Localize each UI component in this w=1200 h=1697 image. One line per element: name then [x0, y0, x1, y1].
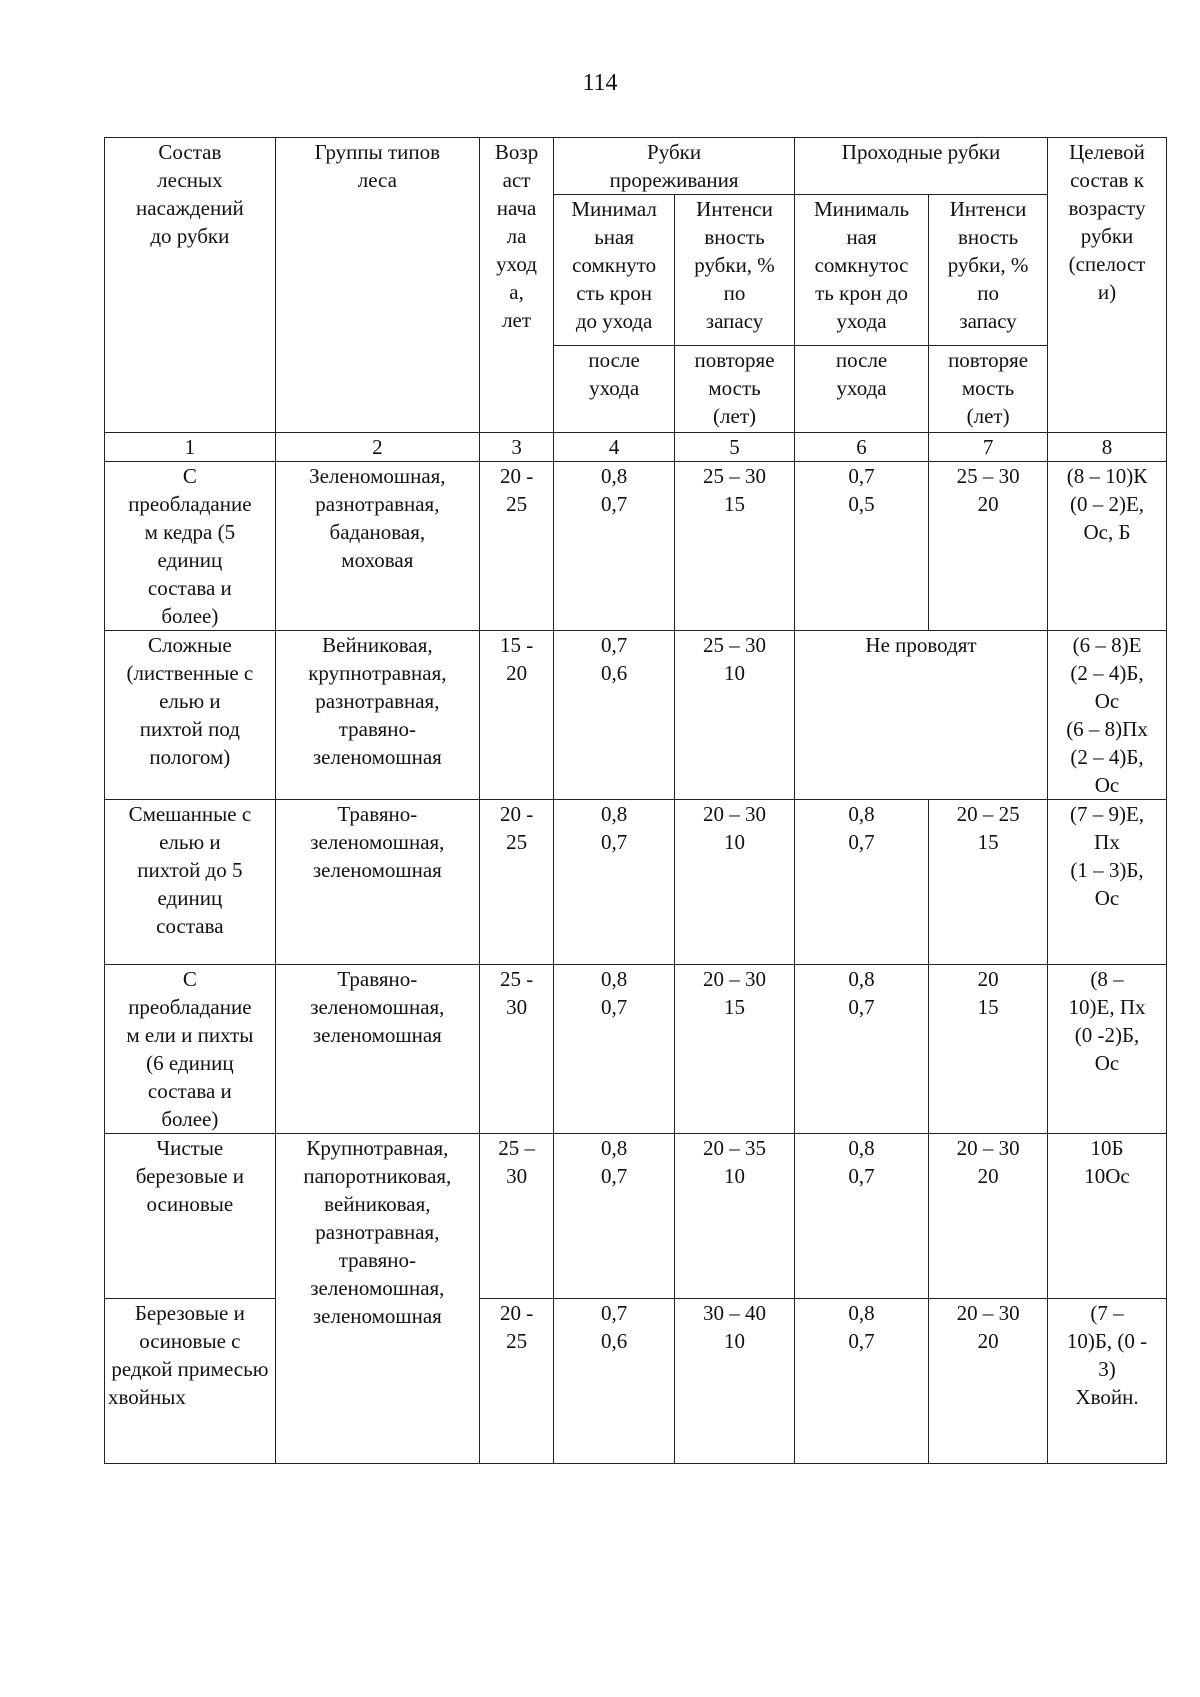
- cell-target-composition: (7 – 9)Е, Пх (1 – 3)Б, Ос: [1048, 800, 1167, 965]
- cell-target-composition: (8 – 10)Е, Пх (0 -2)Б, Ос: [1048, 965, 1167, 1134]
- forest-thinning-table: [104, 137, 1167, 1464]
- cell-target-composition: (7 – 10)Б, (0 - 3) Хвойн.: [1048, 1299, 1167, 1464]
- cell-passage-intensity: 20 – 30 20: [929, 1134, 1048, 1299]
- header-cut-intensity: Интенси вность рубки, % по запасу: [675, 195, 795, 346]
- cell-passage-intensity: 20 – 25 15: [929, 800, 1048, 965]
- cell-age: 20 - 25: [479, 462, 553, 631]
- table-row: [105, 1134, 1167, 1299]
- cell-thinning-closure: 0,8 0,7: [554, 462, 675, 631]
- cell-target-composition: (6 – 8)Е (2 – 4)Б, Ос (6 – 8)Пх (2 – 4)Б, Ос: [1048, 631, 1167, 800]
- cell-passage-closure: 0,8 0,7: [794, 1134, 928, 1299]
- cell-composition: Сложные (лиственные с елью и пихтой под пологом): [105, 631, 276, 800]
- cell-age: 25 – 30: [479, 1134, 553, 1299]
- header-repeat-interval-passage: повторяе мость (лет): [929, 346, 1048, 433]
- cell-forest-types: Травяно- зеленомошная, зеленомошная: [275, 800, 479, 965]
- cell-thinning-closure: 0,7 0,6: [554, 631, 675, 800]
- cell-target-composition: 10Б 10Ос: [1048, 1134, 1167, 1299]
- table-row: [105, 965, 1167, 1134]
- column-number: 7: [929, 433, 1048, 462]
- column-number: 5: [675, 433, 795, 462]
- cell-composition: Чистые березовые и осиновые: [105, 1134, 276, 1299]
- header-age: Возр аст нача ла уход а, лет: [479, 138, 553, 433]
- cell-passage-not-performed: Не проводят: [794, 631, 1047, 800]
- header-repeat-interval: повторяе мость (лет): [675, 346, 795, 433]
- cell-passage-closure: 0,7 0,5: [794, 462, 928, 631]
- cell-passage-intensity: 20 15: [929, 965, 1048, 1134]
- header-min-closure-before-passage: Минималь ная сомкнутос ть крон до ухода: [794, 195, 928, 346]
- header-after-care: после ухода: [554, 346, 675, 433]
- column-number: 3: [479, 433, 553, 462]
- cell-passage-intensity: 20 – 30 20: [929, 1299, 1048, 1464]
- cell-age: 20 - 25: [479, 1299, 553, 1464]
- header-cut-intensity-passage: Интенси вность рубки, % по запасу: [929, 195, 1048, 346]
- cell-forest-types: Зеленомошная, разнотравная, бадановая, моховая: [275, 462, 479, 631]
- header-after-care-passage: после ухода: [794, 346, 928, 433]
- page-number: 114: [582, 70, 618, 96]
- column-number: 2: [275, 433, 479, 462]
- cell-passage-closure: 0,8 0,7: [794, 965, 928, 1134]
- header-thinning-cuts: Рубки прореживания: [554, 138, 795, 195]
- cell-thinning-intensity: 20 – 35 10: [675, 1134, 795, 1299]
- cell-thinning-closure: 0,8 0,7: [554, 965, 675, 1134]
- cell-passage-closure: 0,8 0,7: [794, 800, 928, 965]
- header-passage-cuts: Проходные рубки: [794, 138, 1047, 195]
- cell-composition: С преобладание м ели и пихты (6 единиц состава и более): [105, 965, 276, 1134]
- column-number: 8: [1048, 433, 1167, 462]
- header-composition: Состав лесных насаждений до рубки: [105, 138, 276, 433]
- table-row: [105, 631, 1167, 800]
- cell-thinning-intensity: 30 – 40 10: [675, 1299, 795, 1464]
- cell-age: 25 - 30: [479, 965, 553, 1134]
- header-target-composition: Целевой состав к возрасту рубки (спелост и): [1048, 138, 1167, 433]
- cell-thinning-closure: 0,7 0,6: [554, 1299, 675, 1464]
- cell-passage-intensity: 25 – 30 20: [929, 462, 1048, 631]
- header-forest-types: Группы типов леса: [275, 138, 479, 433]
- cell-forest-types: Травяно- зеленомошная, зеленомошная: [275, 965, 479, 1134]
- header-row-top: [105, 138, 1167, 195]
- cell-composition: Березовые и осиновые с редкой примесью хвойных: [105, 1299, 276, 1464]
- column-number-row: [105, 433, 1167, 462]
- cell-passage-closure: 0,8 0,7: [794, 1299, 928, 1464]
- cell-composition: Смешанные с елью и пихтой до 5 единиц состава: [105, 800, 276, 965]
- cell-thinning-intensity: 25 – 30 10: [675, 631, 795, 800]
- cell-forest-types: Вейниковая, крупнотравная, разнотравная, травяно- зеленомошная: [275, 631, 479, 800]
- column-number: 4: [554, 433, 675, 462]
- cell-thinning-intensity: 20 – 30 15: [675, 965, 795, 1134]
- cell-age: 15 - 20: [479, 631, 553, 800]
- cell-forest-types: Крупнотравная, папоротниковая, вейниковая, разнотравная, травяно- зеленомошная, зеленомошная: [275, 1134, 479, 1464]
- column-number: 6: [794, 433, 928, 462]
- cell-thinning-closure: 0,8 0,7: [554, 1134, 675, 1299]
- cell-thinning-intensity: 25 – 30 15: [675, 462, 795, 631]
- cell-target-composition: (8 – 10)К (0 – 2)Е, Ос, Б: [1048, 462, 1167, 631]
- table-row: [105, 462, 1167, 631]
- cell-thinning-closure: 0,8 0,7: [554, 800, 675, 965]
- cell-composition: С преобладание м кедра (5 единиц состава и более): [105, 462, 276, 631]
- cell-age: 20 - 25: [479, 800, 553, 965]
- table-row: [105, 1299, 1167, 1464]
- header-min-closure-before: Минимал ьная сомкнуто сть крон до ухода: [554, 195, 675, 346]
- column-number: 1: [105, 433, 276, 462]
- cell-thinning-intensity: 20 – 30 10: [675, 800, 795, 965]
- table-row: [105, 800, 1167, 965]
